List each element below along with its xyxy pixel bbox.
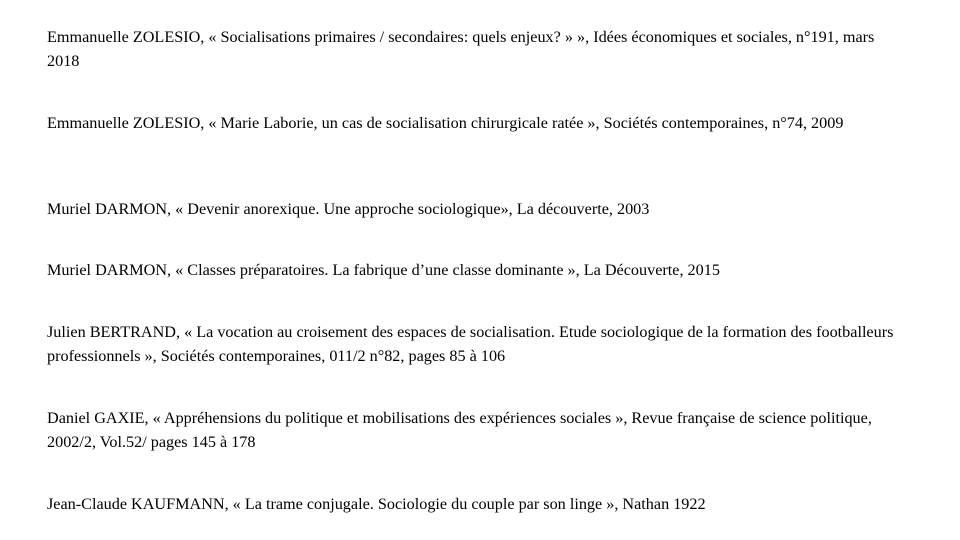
- reference-item: Jean-Claude KAUFMANN, « La trame conjugale. Sociologie du couple par son linge », Nathan 1922: [47, 495, 706, 513]
- reference-item: Daniel GAXIE, « Appréhensions du politique et mobilisations des expériences sociales », Revue française de science politique, 2002/2, Vol.52/ pages 145 à 178: [47, 409, 872, 451]
- reference-item: Muriel DARMON, « Devenir anorexique. Une approche sociologique», La découverte, 2003: [47, 200, 650, 218]
- reference-item: Julien BERTRAND, « La vocation au croisement des espaces de socialisation. Etude sociologique de la formation des footballeurs professionnels », Sociétés contemporaines, 011/2 n°82, pages 85 à 106: [47, 323, 894, 365]
- bibliography-list: [47, 0, 917, 540]
- reference-item: Emmanuelle ZOLESIO, « Marie Laborie, un cas de socialisation chirurgicale ratée », Sociétés contemporaines, n°74, 2009: [47, 114, 844, 132]
- reference-item: Emmanuelle ZOLESIO, « Socialisations primaires / secondaires: quels enjeux? » », Idées économiques et sociales, n°191, mars 2018: [47, 28, 875, 70]
- reference-item: Muriel DARMON, « Classes préparatoires. La fabrique d’une classe dominante », La Découverte, 2015: [47, 261, 720, 279]
